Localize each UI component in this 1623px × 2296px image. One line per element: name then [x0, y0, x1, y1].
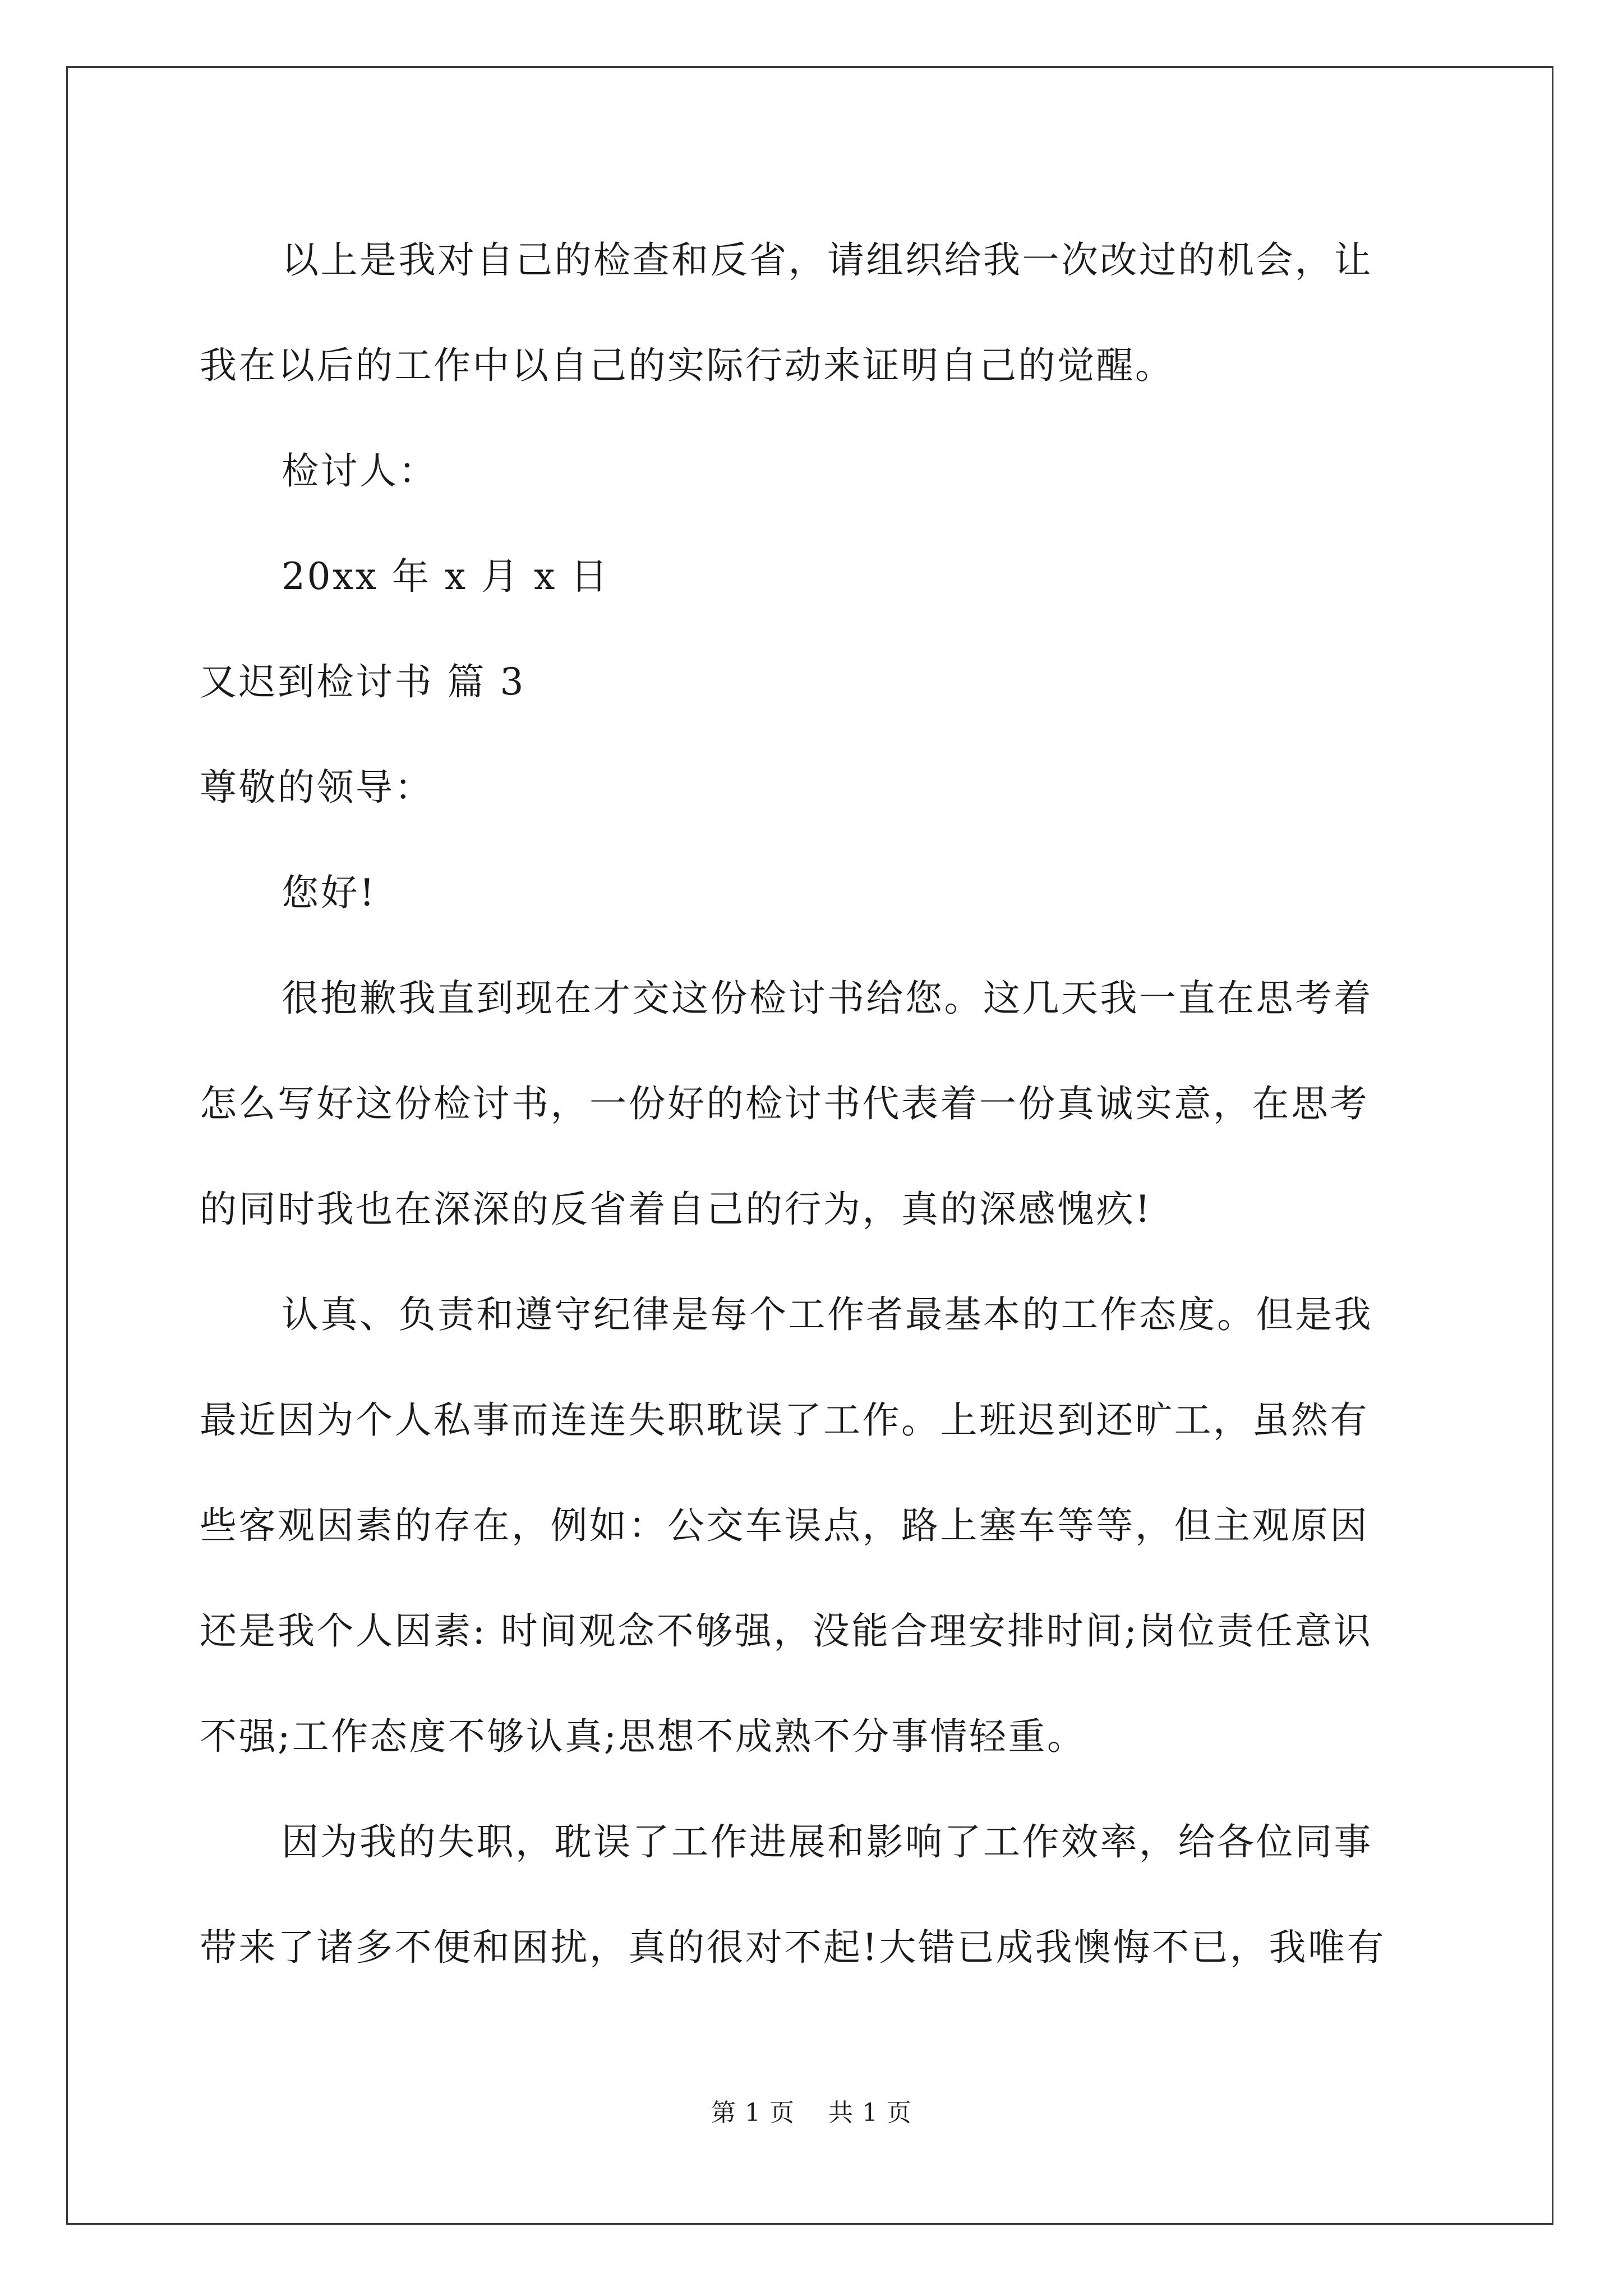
document-line: 最近因为个人私事而连连失职耽误了工作。上班迟到还旷工，虽然有	[200, 1398, 1369, 1442]
document-line: 怎么写好这份检讨书，一份好的检讨书代表着一份真诚实意，在思考	[200, 1082, 1369, 1125]
document-line: 带来了诸多不便和困扰，真的很对不起!大错已成我懊悔不已，我唯有	[200, 1926, 1386, 1969]
document-line: 很抱歉我直到现在才交这份检讨书给您。这几天我一直在思考着	[282, 977, 1373, 1020]
document-line: 因为我的失职，耽误了工作进展和影响了工作效率，给各位同事	[282, 1820, 1373, 1864]
document-line: 认真、负责和遵守纪律是每个工作者最基本的工作态度。但是我	[282, 1293, 1373, 1336]
document-line: 您好!	[282, 871, 377, 914]
document-line: 以上是我对自己的检查和反省，请组织给我一次改过的机会，让	[282, 238, 1373, 282]
document-body	[200, 208, 1422, 2000]
document-line: 还是我个人因素: 时间观念不够强，没能合理安排时间;岗位责任意识	[200, 1609, 1373, 1653]
document-line: 尊敬的领导：	[200, 766, 434, 809]
document-line: 些客观因素的存在，例如：公交车误点，路上塞车等等，但主观原因	[200, 1504, 1369, 1547]
document-line: 我在以后的工作中以自己的实际行动来证明自己的觉醒。	[200, 344, 1174, 387]
page-footer	[0, 2092, 1623, 2128]
page-number-label: 第 1 页 共 1 页	[711, 2099, 912, 2127]
document-line: 又迟到检讨书 篇 3	[200, 660, 525, 703]
document-line: 检讨人：	[282, 449, 437, 493]
document-line: 的同时我也在深深的反省着自己的行为，真的深感愧疚!	[200, 1188, 1152, 1231]
document-line: 不强;工作态度不够认真;思想不成熟不分事情轻重。	[200, 1715, 1086, 1758]
document-line: 20xx 年 x 月 x 日	[282, 555, 610, 598]
